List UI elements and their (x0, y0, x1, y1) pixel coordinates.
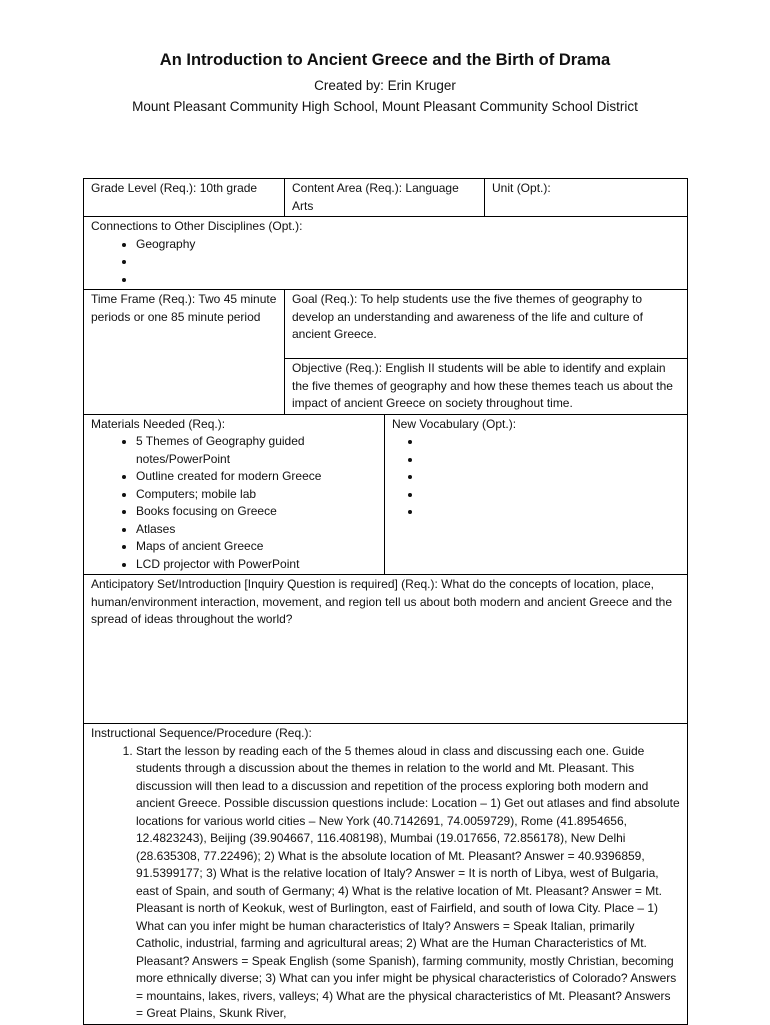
vocabulary-label: New Vocabulary (Opt.): (392, 416, 517, 431)
connections-cell (84, 217, 688, 290)
list-item: • Computers; mobile lab (136, 486, 377, 504)
grade-level-cell: Grade Level (Req.): 10th grade (84, 179, 285, 217)
procedure-label: Instructional Sequence/Procedure (Req.): (91, 726, 312, 740)
list-item: • Outline created for modern Greece (136, 468, 377, 486)
author-line: Created by: Erin Kruger (314, 78, 456, 93)
list-item (136, 271, 680, 289)
list-item (136, 253, 680, 271)
procedure-step: 1. Start the lesson by reading each of the 5 themes aloud in class and discussing each one. Guide students through a discussion about the themes in relation to the world and Mt. Pleasant. This discussion will then lead to a discussion and repetition of the process exploring both modern and ancient Greece. Possible discussion questions include: Location – 1) Get out atlases and find absolute locations for various world cities – New York (40.7142691, 74.0059729), Rome (41.8954656, 12.4823243), Beijing (39.904667, 116.408198), Mumbai (19.017656, 72.856178), New Delhi (28.635308, 77.22496); 2) What is the absolute location of Mt. Pleasant? Answer = 40.9396859, 91.5399177; 3) What is the relative location of Italy? Answer = It is north of Libya, west of Bulgaria, east of Spain, and south of Germany; 4) What is the relative location of Mt. Pleasant? Answer = Mt. Pleasant is north of Keokuk, west of Burlington, east of Fairfield, and south of Iowa City. Place – 1) What can you infer might be human characteristics of Italy? Answers = Speak Italian, primarily Catholic, industrial, farming and agricultural areas; 2) What are the Human Characteristics of Mt. Pleasant? Answers = Speak English (some Spanish), farming community, mostly Christian, becoming more ethnically diverse; 3) What can you infer might be physical characteristics of Colorado? Answers = mountains, lakes, rivers, valleys; 4) What are the physical characteristics of Mt. Pleasant? Answers = Great Plains, Skunk River, (136, 743, 680, 1023)
list-item (422, 451, 680, 469)
list-item: • Books focusing on Greece (136, 503, 377, 521)
school-line: Mount Pleasant Community High School, Mount Pleasant Community School District (132, 99, 638, 114)
list-item (422, 433, 680, 451)
procedure-cell (84, 724, 688, 1025)
anticipatory-set-cell: Anticipatory Set/Introduction [Inquiry Question is required] (Req.): What do the concepts of location, place, human/environment interaction, movement, and region tell us about both modern and ancient Greece and the spread of ideas throughout the world? (84, 575, 688, 724)
materials-cell (84, 414, 385, 575)
connections-label: Connections to Other Disciplines (Opt.): (91, 219, 303, 233)
table-row (84, 290, 688, 359)
list-item (422, 503, 680, 521)
list-item: • Maps of ancient Greece (136, 538, 377, 556)
table-row (84, 179, 688, 217)
list-item: • Atlases (136, 521, 377, 539)
materials-label: Materials Needed (Req.): (91, 416, 226, 431)
content-area-cell: Content Area (Req.): Language Arts (285, 179, 485, 217)
list-item: • 5 Themes of Geography guided notes/PowerPoint (136, 433, 377, 468)
objective-cell: Objective (Req.): English II students will be able to identify and explain the five themes of geography and how these themes teach us about the impact of ancient Greece on society throughout time. (285, 359, 688, 415)
table-row (84, 724, 688, 1025)
goal-cell: Goal (Req.): To help students use the five themes of geography to develop an understanding and awareness of the life and culture of ancient Greece. (285, 290, 688, 359)
list-item (422, 468, 680, 486)
list-item (422, 486, 680, 504)
vocabulary-cell (385, 414, 688, 575)
time-frame-cell: Time Frame (Req.): Two 45 minute periods or one 85 minute period (84, 290, 285, 415)
list-item: • LCD projector with PowerPoint (136, 556, 377, 574)
table-row (84, 575, 688, 724)
connections-list (91, 236, 680, 289)
procedure-list (91, 743, 680, 1023)
document-title: An Introduction to Ancient Greece and the Birth of Drama (159, 51, 611, 69)
table-row (84, 414, 688, 575)
unit-cell: Unit (Opt.): (485, 179, 688, 217)
lesson-plan-table (83, 178, 688, 1025)
vocabulary-list (392, 433, 680, 521)
list-item: • Geography (136, 236, 680, 254)
materials-list (91, 433, 377, 573)
table-row (84, 217, 688, 290)
